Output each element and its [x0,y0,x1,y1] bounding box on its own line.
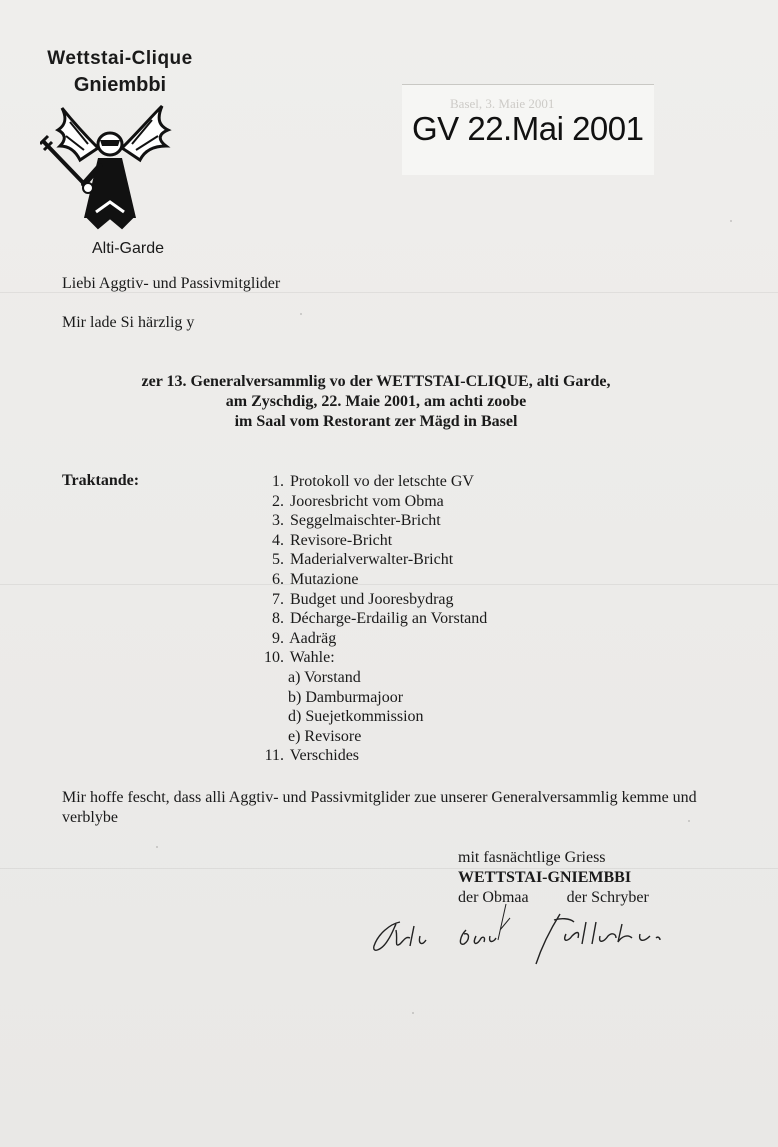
agenda-item: 7. Budget und Jooresbydrag [272,590,454,608]
stamp-faint-text: Basel, 3. Maie 2001 [450,96,555,111]
paper-speck [156,846,158,848]
agenda-item: 1. Protokoll vo der letschte GV [272,473,474,490]
signature-org: WETTSTAI-GNIEMBBI [458,869,632,886]
role-president: der Obmaa [458,889,529,906]
paper-speck [730,220,732,222]
agenda-item: 11. Verschides [264,747,360,765]
handwritten-signatures [360,900,740,970]
letter-greeting: Liebi Aggtiv- und Passivmitglider [62,275,281,292]
paper-speck [688,820,690,822]
paper-fold [0,868,778,869]
signature-block [458,848,649,908]
letter-invite: Mir lade Si härzlig y [62,314,195,331]
org-subtitle: Alti-Garde [91,240,165,257]
org-name-line2: Gniembbi [73,74,167,96]
org-name-line1: Wettstai-Clique [47,48,193,69]
agenda-subitem: b) Damburmajoor [288,688,404,706]
agenda-item: 8. Décharge-Erdailig an Vorstand [272,610,488,628]
event-details [100,372,652,432]
agenda-item: 4. Revisore-Bricht [272,531,393,549]
agenda-subitem: e) Revisore [288,727,362,745]
paper-speck [300,313,302,315]
clique-mascot-logo [40,100,180,235]
agenda-item: 10. Wahle: [264,649,335,667]
agenda-list [250,472,487,766]
event-line: im Saal vom Restorant zer Mägd in Basel [234,413,518,430]
event-line: am Zyschdig, 22. Maie 2001, am achti zoobe [225,393,527,410]
paper-speck [412,1012,414,1014]
agenda-item: 9. Aadräg [272,629,337,647]
role-secretary: der Schryber [566,889,649,906]
agenda-item: 2. Jooresbricht vom Obma [272,492,444,510]
salutation: mit fasnächtlige Griess [458,849,606,866]
closing-paragraph: Mir hoffe fescht, dass alli Aggtiv- und Passivmitglider zue unserer Generalversammlig kemme und verblybe [62,789,697,826]
agenda-item: 6. Mutazione [272,570,359,588]
agenda-item: 3. Seggelmaischter-Bricht [272,512,441,530]
meeting-date-stamp: GV 22.Mai 2001 [412,110,644,147]
agenda-item: 5. Maderialverwalter-Bricht [272,551,454,569]
agenda-label: Traktande: [62,472,140,489]
agenda-subitem: d) Suejetkommission [288,708,424,726]
agenda-subitem: a) Vorstand [288,668,361,686]
event-line: zer 13. Generalversammlig vo der WETTSTAI-CLIQUE, alti Garde, [141,373,611,390]
